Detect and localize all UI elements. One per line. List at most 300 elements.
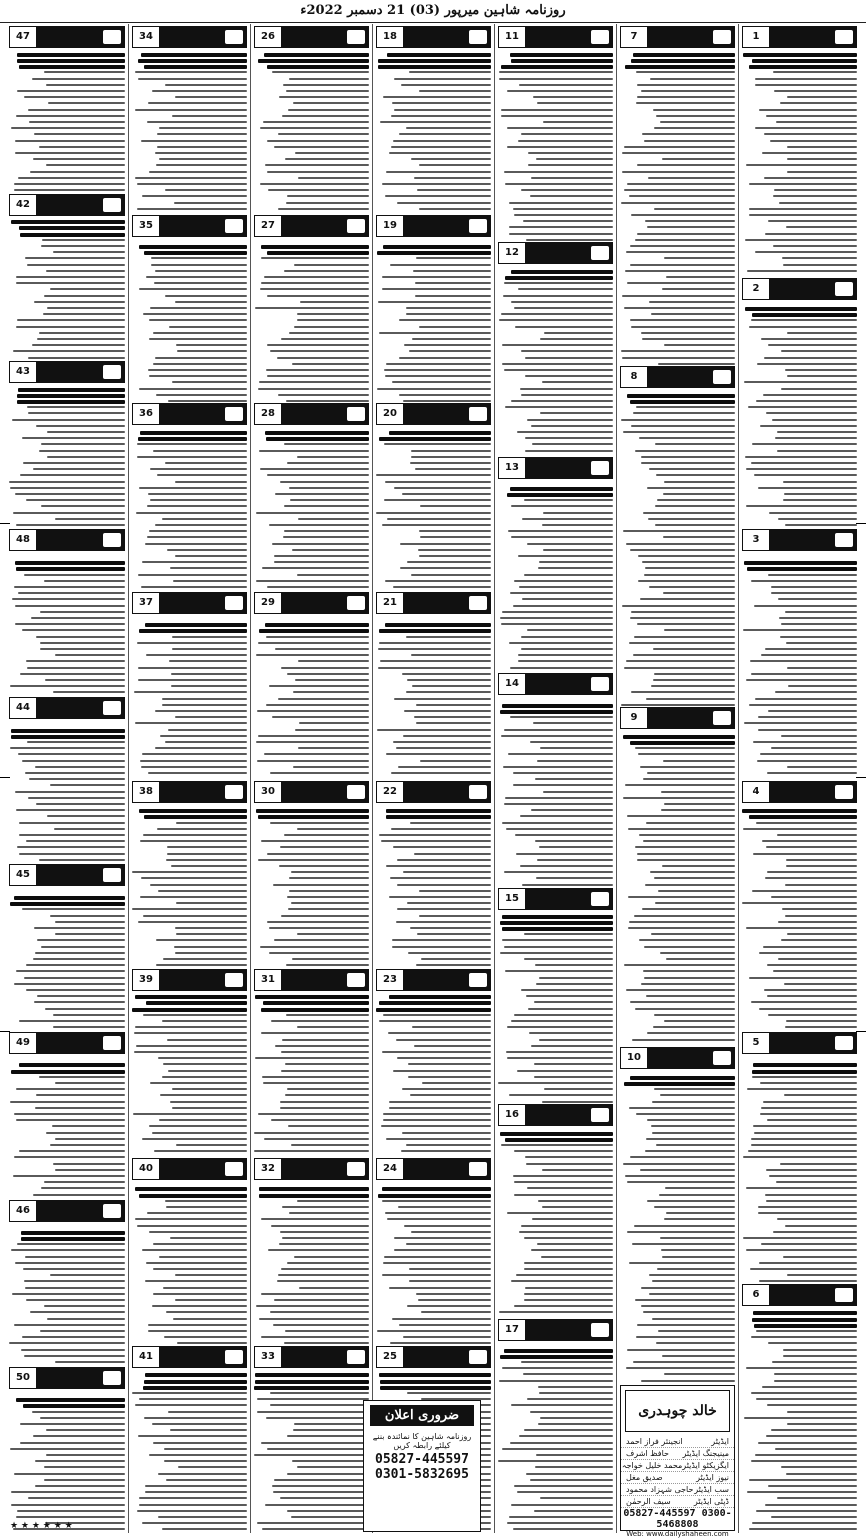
text-line <box>289 1212 369 1214</box>
text-line <box>773 245 857 247</box>
text-line <box>534 1063 613 1065</box>
text-line <box>785 1026 857 1028</box>
story-number-badge <box>376 403 491 425</box>
text-line <box>411 1231 491 1233</box>
text-line <box>297 574 369 576</box>
text-line <box>771 592 857 594</box>
text-line <box>163 1063 247 1065</box>
text-line <box>757 760 857 762</box>
text-line <box>647 1032 735 1034</box>
text-line <box>53 691 125 693</box>
text-line <box>255 307 369 309</box>
notice-body: روزنامہ شاہین کا نمائندہ بننے کیلئے رابطہ کریں <box>372 1432 472 1450</box>
story-number: 15 <box>499 889 526 909</box>
text-line <box>176 933 247 935</box>
text-line <box>499 78 613 80</box>
story-number-badge <box>620 1047 735 1069</box>
headline-line <box>144 251 247 255</box>
text-line <box>760 425 857 427</box>
text-line <box>402 493 491 495</box>
headline-line <box>139 629 247 633</box>
text-line <box>646 1138 735 1140</box>
text-line <box>260 946 369 948</box>
text-line <box>384 499 491 501</box>
text-line <box>746 1367 857 1369</box>
text-line <box>382 524 491 526</box>
story-number-badge <box>498 888 613 910</box>
text-line <box>627 183 735 185</box>
headline-line <box>742 809 857 813</box>
text-line <box>175 716 247 718</box>
text-line <box>777 450 857 452</box>
text-line <box>517 1491 613 1493</box>
headline-line <box>754 1324 857 1328</box>
text-line <box>644 977 735 979</box>
text-line <box>175 555 247 557</box>
story-label-bar <box>526 674 612 694</box>
text-line <box>498 1460 613 1462</box>
text-line <box>623 797 735 799</box>
text-line <box>147 536 248 538</box>
text-line <box>780 102 857 104</box>
headline-line <box>511 59 613 63</box>
text-line <box>17 1243 125 1245</box>
text-line <box>755 1454 857 1456</box>
text-line <box>511 1404 613 1406</box>
text-line <box>514 1014 613 1016</box>
text-line <box>629 642 735 644</box>
text-line <box>292 549 369 551</box>
text-line <box>526 995 613 997</box>
story-label <box>469 596 487 610</box>
text-line <box>267 171 369 173</box>
text-line <box>386 865 491 867</box>
text-line <box>31 617 125 619</box>
article-text <box>132 24 247 1533</box>
text-line <box>628 828 735 830</box>
editorial-role: ڈپٹی ایڈیٹر <box>693 1497 729 1506</box>
text-line <box>35 1460 125 1462</box>
text-line <box>165 1200 247 1202</box>
text-line <box>160 1094 247 1096</box>
text-line <box>626 251 735 253</box>
text-line <box>660 952 735 954</box>
text-line <box>177 350 247 352</box>
text-line <box>621 350 735 352</box>
text-line <box>787 375 857 377</box>
text-line <box>142 1249 247 1251</box>
text-line <box>537 1243 614 1245</box>
text-line <box>280 1101 369 1103</box>
story-number: 5 <box>743 1033 770 1053</box>
editorial-role: سب ایڈیٹر <box>694 1485 729 1494</box>
text-line <box>396 921 491 923</box>
text-line <box>393 140 491 142</box>
text-line <box>257 1398 369 1400</box>
text-line <box>525 1287 613 1289</box>
story-number-badge <box>254 781 369 803</box>
text-line <box>755 251 857 253</box>
headline-line <box>752 313 857 317</box>
text-line <box>137 208 247 210</box>
story-number: 37 <box>133 593 160 613</box>
text-line <box>258 735 369 737</box>
story-number-badge <box>742 529 857 551</box>
text-line <box>284 1342 369 1344</box>
text-line <box>148 369 247 371</box>
text-line <box>531 809 613 811</box>
text-line <box>782 257 857 259</box>
text-line <box>499 1311 613 1313</box>
text-line <box>628 896 735 898</box>
text-line <box>165 295 247 297</box>
text-line <box>291 1516 369 1518</box>
headline-line <box>631 59 735 63</box>
text-line <box>524 1293 613 1295</box>
text-line <box>518 140 613 142</box>
text-line <box>379 332 491 334</box>
text-line <box>293 691 369 693</box>
story-label <box>591 1108 609 1122</box>
text-line <box>418 549 491 551</box>
text-line <box>142 753 247 755</box>
text-line <box>278 208 369 210</box>
text-line <box>525 1156 613 1158</box>
text-line <box>391 115 491 117</box>
text-line <box>35 1107 125 1109</box>
text-line <box>385 195 491 197</box>
text-line <box>15 152 125 154</box>
text-line <box>630 264 735 266</box>
text-line <box>746 468 857 470</box>
headline-line <box>380 1386 491 1390</box>
story-number-badge <box>620 366 735 388</box>
story-number: 46 <box>10 1201 37 1221</box>
text-line <box>274 555 369 557</box>
text-line <box>634 915 735 917</box>
text-line <box>133 1113 247 1115</box>
text-line <box>44 1181 125 1183</box>
text-line <box>643 1311 735 1313</box>
story-number: 49 <box>10 1033 37 1053</box>
text-line <box>636 406 735 408</box>
text-line <box>780 1163 857 1165</box>
text-line <box>768 574 857 576</box>
text-line <box>267 295 369 297</box>
text-line <box>162 518 247 520</box>
text-line <box>637 859 735 861</box>
text-line <box>12 1293 125 1295</box>
text-line <box>378 648 491 650</box>
text-line <box>382 276 491 278</box>
text-line <box>37 939 125 941</box>
story-label <box>347 30 365 44</box>
text-line <box>36 425 125 427</box>
story-label-bar <box>648 708 734 728</box>
text-line <box>266 1417 369 1419</box>
text-line <box>766 846 857 848</box>
text-line <box>40 648 125 650</box>
text-line <box>746 164 857 166</box>
story-number-badge <box>132 969 247 991</box>
headline-line <box>265 623 369 627</box>
text-line <box>419 164 491 166</box>
text-line <box>510 667 613 669</box>
text-line <box>536 877 613 879</box>
text-line <box>627 1181 735 1183</box>
text-line <box>295 152 369 154</box>
text-line <box>626 989 735 991</box>
text-line <box>756 400 857 402</box>
story-number: 9 <box>621 708 648 728</box>
text-line <box>416 964 491 966</box>
text-line <box>281 915 369 917</box>
text-line <box>392 381 491 383</box>
text-line <box>287 1435 369 1437</box>
text-line <box>286 400 369 402</box>
text-line <box>132 1392 247 1394</box>
text-line <box>527 1187 613 1189</box>
text-line <box>150 468 247 470</box>
story-number: 25 <box>377 1347 404 1367</box>
headline-line <box>510 487 614 491</box>
text-line <box>261 282 369 284</box>
text-line <box>779 202 858 204</box>
text-line <box>146 1262 247 1264</box>
text-line <box>771 1429 857 1431</box>
text-line <box>419 890 491 892</box>
text-line <box>514 307 613 309</box>
text-line <box>137 183 247 185</box>
text-line <box>295 729 369 731</box>
text-line <box>421 958 491 960</box>
text-line <box>622 171 735 173</box>
text-line <box>34 133 125 135</box>
text-line <box>267 140 369 142</box>
story-number-badge <box>498 242 613 264</box>
text-line <box>274 1479 370 1481</box>
text-line <box>29 778 125 780</box>
text-line <box>18 177 125 179</box>
text-line <box>419 208 491 210</box>
text-line <box>403 400 491 402</box>
story-label-bar <box>37 362 124 382</box>
text-line <box>270 772 369 774</box>
text-line <box>646 822 735 824</box>
text-line <box>28 412 125 414</box>
text-line <box>420 536 491 538</box>
story-number-badge <box>498 673 613 695</box>
headline-line <box>511 270 613 274</box>
headline-line <box>139 1194 247 1198</box>
text-line <box>781 388 857 390</box>
text-line <box>664 1218 735 1220</box>
text-line <box>278 394 369 396</box>
text-line <box>46 270 125 272</box>
text-line <box>152 1132 247 1134</box>
text-line <box>777 834 857 836</box>
text-line <box>536 1454 613 1456</box>
text-line <box>521 636 613 638</box>
text-line <box>531 1249 613 1251</box>
text-line <box>269 685 369 687</box>
text-line <box>637 623 735 625</box>
text-line <box>626 1367 736 1369</box>
text-line <box>530 195 613 197</box>
fold-mark <box>0 777 10 778</box>
news-column <box>6 24 128 1533</box>
text-line <box>170 567 247 569</box>
text-line <box>655 443 735 445</box>
story-label <box>835 785 853 799</box>
story-number-badge <box>498 1104 613 1126</box>
editorial-row <box>621 1436 734 1448</box>
text-line <box>138 667 247 669</box>
text-line <box>389 1101 491 1103</box>
text-line <box>647 1200 735 1202</box>
text-line <box>393 741 491 743</box>
text-line <box>746 1187 857 1189</box>
text-line <box>30 171 125 173</box>
text-line <box>394 78 491 80</box>
story-number-badge <box>376 969 491 991</box>
text-line <box>417 933 491 935</box>
editorial-role: نیوز ایڈیٹر <box>696 1473 729 1482</box>
text-line <box>753 853 857 855</box>
text-line <box>783 481 857 483</box>
text-line <box>139 1497 247 1499</box>
text-line <box>175 952 247 954</box>
text-line <box>389 1107 491 1109</box>
text-line <box>745 239 857 241</box>
story-label-bar <box>526 458 612 478</box>
text-line <box>147 1212 247 1214</box>
text-line <box>41 946 125 948</box>
text-line <box>407 1392 491 1394</box>
text-line <box>10 1101 125 1103</box>
text-line <box>21 1349 125 1351</box>
text-line <box>399 319 491 321</box>
text-line <box>168 400 247 402</box>
text-line <box>159 158 247 160</box>
text-line <box>758 1206 857 1208</box>
text-line <box>16 1516 125 1518</box>
text-line <box>787 1423 857 1425</box>
text-line <box>538 1200 613 1202</box>
text-line <box>415 295 491 297</box>
text-line <box>765 648 857 650</box>
text-line <box>44 1305 125 1307</box>
text-line <box>522 598 613 600</box>
text-line <box>41 1187 125 1189</box>
text-line <box>377 729 491 731</box>
text-line <box>280 1107 369 1109</box>
text-line <box>20 1423 125 1425</box>
text-line <box>641 462 735 464</box>
story-label <box>103 30 121 44</box>
text-line <box>166 1206 247 1208</box>
notice-phone: 0301-5832695 <box>375 1467 469 1482</box>
story-label <box>347 596 365 610</box>
text-line <box>771 586 857 588</box>
story-number: 10 <box>621 1048 648 1068</box>
text-line <box>636 102 735 104</box>
story-number-badge <box>498 1319 613 1341</box>
text-line <box>10 747 125 749</box>
text-line <box>507 1057 613 1059</box>
text-line <box>636 1113 735 1115</box>
text-line <box>378 667 491 669</box>
text-line <box>263 1082 369 1084</box>
headline-line <box>623 735 735 739</box>
text-line <box>23 1268 125 1270</box>
story-number: 33 <box>255 1347 282 1367</box>
text-line <box>542 1101 613 1103</box>
text-line <box>528 164 613 166</box>
headline-line <box>261 245 369 249</box>
text-line <box>788 685 857 687</box>
text-line <box>529 1032 613 1034</box>
text-line <box>743 1237 857 1239</box>
text-line <box>149 1231 247 1233</box>
news-column <box>738 24 860 1533</box>
text-line <box>778 598 857 600</box>
text-line <box>35 952 125 954</box>
text-line <box>759 1008 857 1010</box>
text-line <box>275 1045 369 1047</box>
text-line <box>640 766 735 768</box>
text-line <box>139 1398 247 1400</box>
text-line <box>53 251 125 253</box>
text-line <box>385 1212 491 1214</box>
headline-line <box>505 276 613 280</box>
text-line <box>408 952 491 954</box>
text-line <box>264 753 369 755</box>
text-line <box>287 462 369 464</box>
text-line <box>646 698 735 700</box>
story-label <box>225 596 243 610</box>
text-line <box>382 1274 491 1276</box>
text-line <box>774 1380 857 1382</box>
text-line <box>749 208 857 210</box>
text-line <box>289 332 369 334</box>
editorial-name: سیف الرحمٰن <box>626 1497 671 1506</box>
text-line <box>11 1491 125 1493</box>
text-line <box>769 512 857 514</box>
text-line <box>11 127 125 129</box>
text-line <box>661 809 735 811</box>
text-line <box>153 1442 247 1444</box>
text-line <box>142 1522 247 1524</box>
text-line <box>755 84 857 86</box>
text-line <box>663 536 735 538</box>
text-line <box>623 1163 735 1165</box>
story-number: 36 <box>133 404 160 424</box>
text-line <box>166 859 247 861</box>
text-line <box>172 115 247 117</box>
text-line <box>637 1324 735 1326</box>
fold-mark <box>856 523 866 524</box>
text-line <box>635 1299 735 1301</box>
text-line <box>513 605 613 607</box>
text-line <box>528 152 613 154</box>
text-line <box>527 1398 613 1400</box>
headline-line <box>752 59 857 63</box>
text-line <box>158 890 247 892</box>
text-line <box>406 1144 491 1146</box>
text-line <box>159 1119 247 1121</box>
text-line <box>749 1528 857 1530</box>
